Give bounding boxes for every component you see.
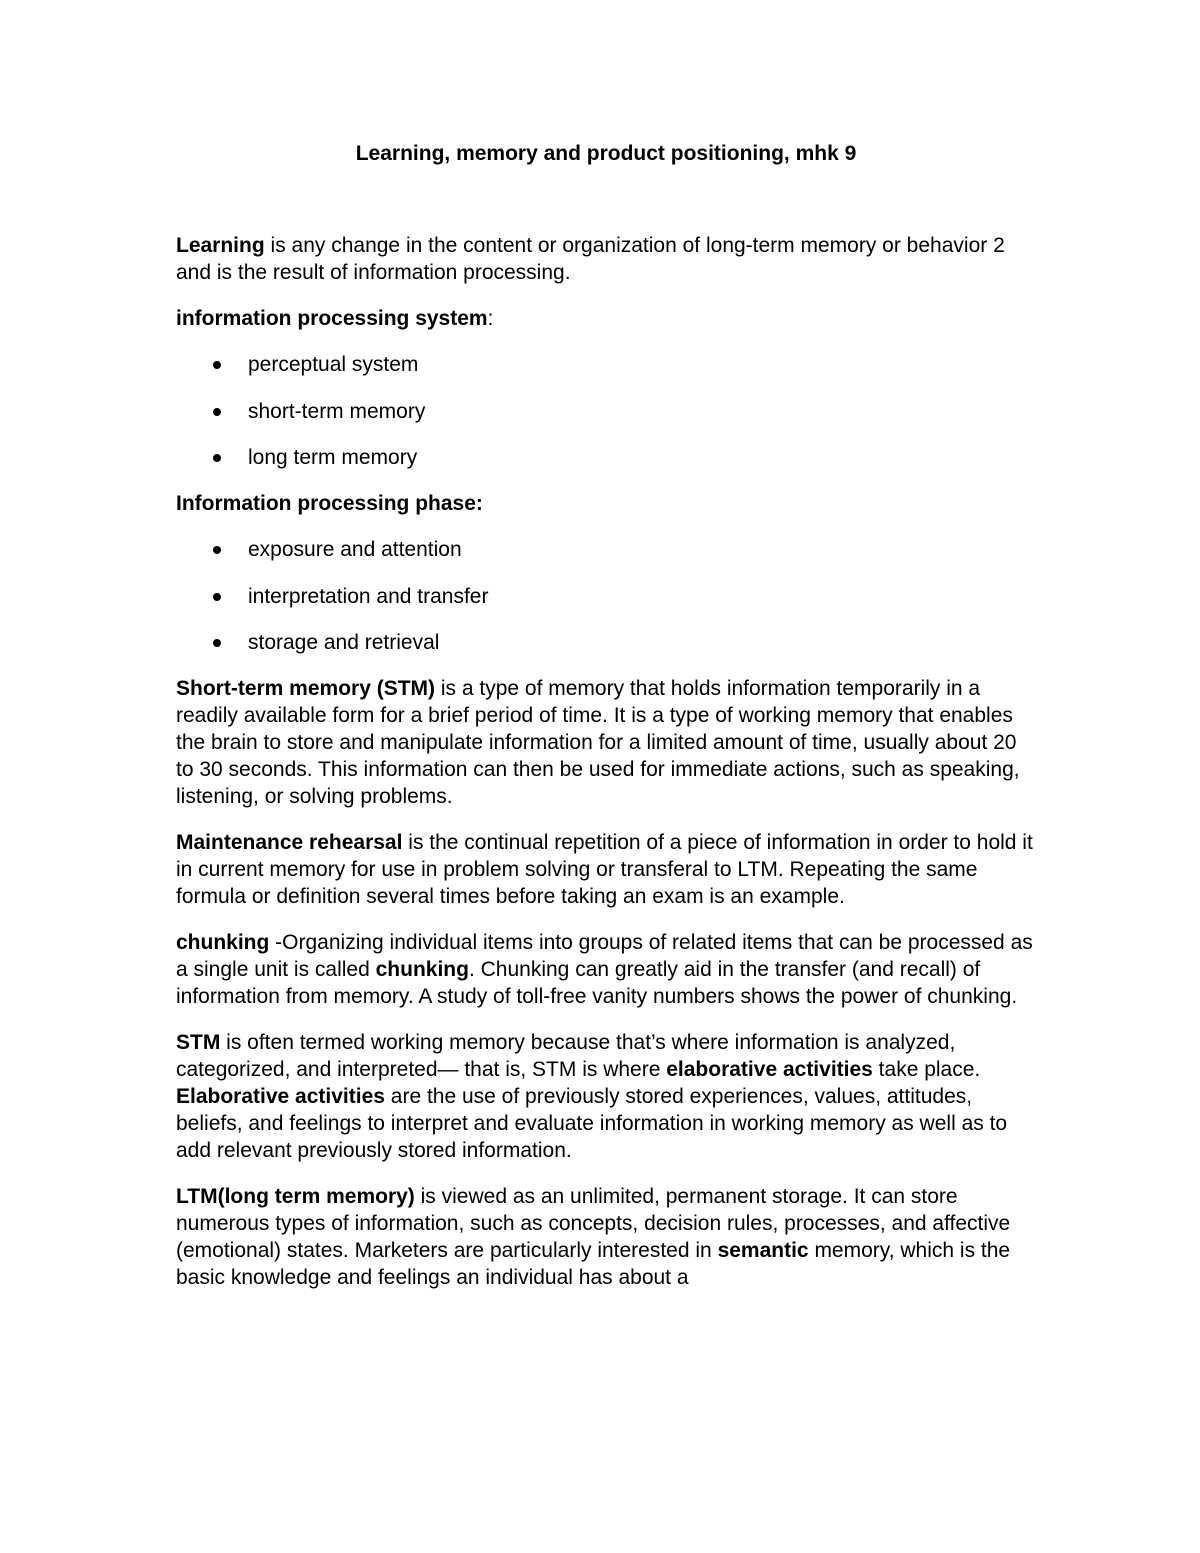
bullet-icon	[213, 408, 221, 416]
paragraph-working-memory: STM is often termed working memory because that’s where information is analyzed, categorized, and interpreted— that is, STM is where elaborative activities take place. Elaborative activities are the use of previously stored experiences, values, attitudes, beliefs, and feelings to interpret and evaluate information in working memory as well as to add relevant previously stored information.	[176, 1031, 1008, 1162]
document-body	[176, 140, 1036, 1310]
heading-information-processing-phase: Information processing phase:	[176, 492, 483, 515]
term-chunking: chunking	[176, 931, 270, 954]
bullet-icon	[213, 639, 221, 647]
bullet-icon	[213, 361, 221, 369]
paragraph-learning	[176, 232, 1036, 286]
bullet-icon	[213, 593, 221, 601]
list-information-processing-system	[176, 351, 1036, 471]
bullet-icon	[213, 546, 221, 554]
paragraph-chunking: chunking -Organizing individual items into groups of related items that can be processed as a single unit is called chunking. Chunking can greatly aid in the transfer (and recall) of information from memory. A study of toll-free vanity numbers shows the power of chunking.	[176, 931, 1033, 1008]
term-maintenance-rehearsal: Maintenance rehearsal	[176, 831, 403, 854]
list-item: perceptual system	[176, 351, 1036, 378]
paragraph-long-term-memory: LTM(long term memory) is viewed as an unlimited, permanent storage. It can store numerous types of information, such as concepts, decision rules, processes, and affective (emotional) states. Marketers are particularly interested in semantic memory, which is the basic knowledge and feelings an individual has about a	[176, 1185, 1011, 1289]
list-item: long term memory	[176, 444, 1036, 471]
list-item: short-term memory	[176, 398, 1036, 425]
paragraph-short-term-memory: Short-term memory (STM) is a type of memory that holds information temporarily in a readily available form for a brief period of time. It is a type of working memory that enables the brain to store and manipulate information for a limited amount of time, usually about 20 to 30 seconds. This information can then be used for immediate actions, such as speaking, listening, or solving problems.	[176, 677, 1020, 808]
list-information-processing-phase	[176, 536, 1036, 656]
term-stm: Short-term memory (STM)	[176, 677, 436, 700]
list-item: interpretation and transfer	[176, 583, 1036, 610]
heading-information-processing-system: information processing system:	[176, 307, 494, 330]
term-learning: Learning	[176, 234, 265, 257]
learning-definition: is any change in the content or organization of long-term memory or behavior 2 and is the result of information processing.	[176, 234, 1005, 284]
term-stm-working: STM	[176, 1031, 221, 1054]
bullet-icon	[213, 454, 221, 462]
document-title: Learning, memory and product positioning, mhk 9	[355, 142, 857, 165]
list-item: storage and retrieval	[176, 629, 1036, 656]
list-item: exposure and attention	[176, 536, 1036, 563]
term-ltm: LTM(long term memory)	[176, 1185, 415, 1208]
paragraph-maintenance-rehearsal: Maintenance rehearsal is the continual repetition of a piece of information in order to hold it in current memory for use in problem solving or transferal to LTM. Repeating the same formula or definition several times before taking an exam is an example.	[176, 831, 1033, 908]
